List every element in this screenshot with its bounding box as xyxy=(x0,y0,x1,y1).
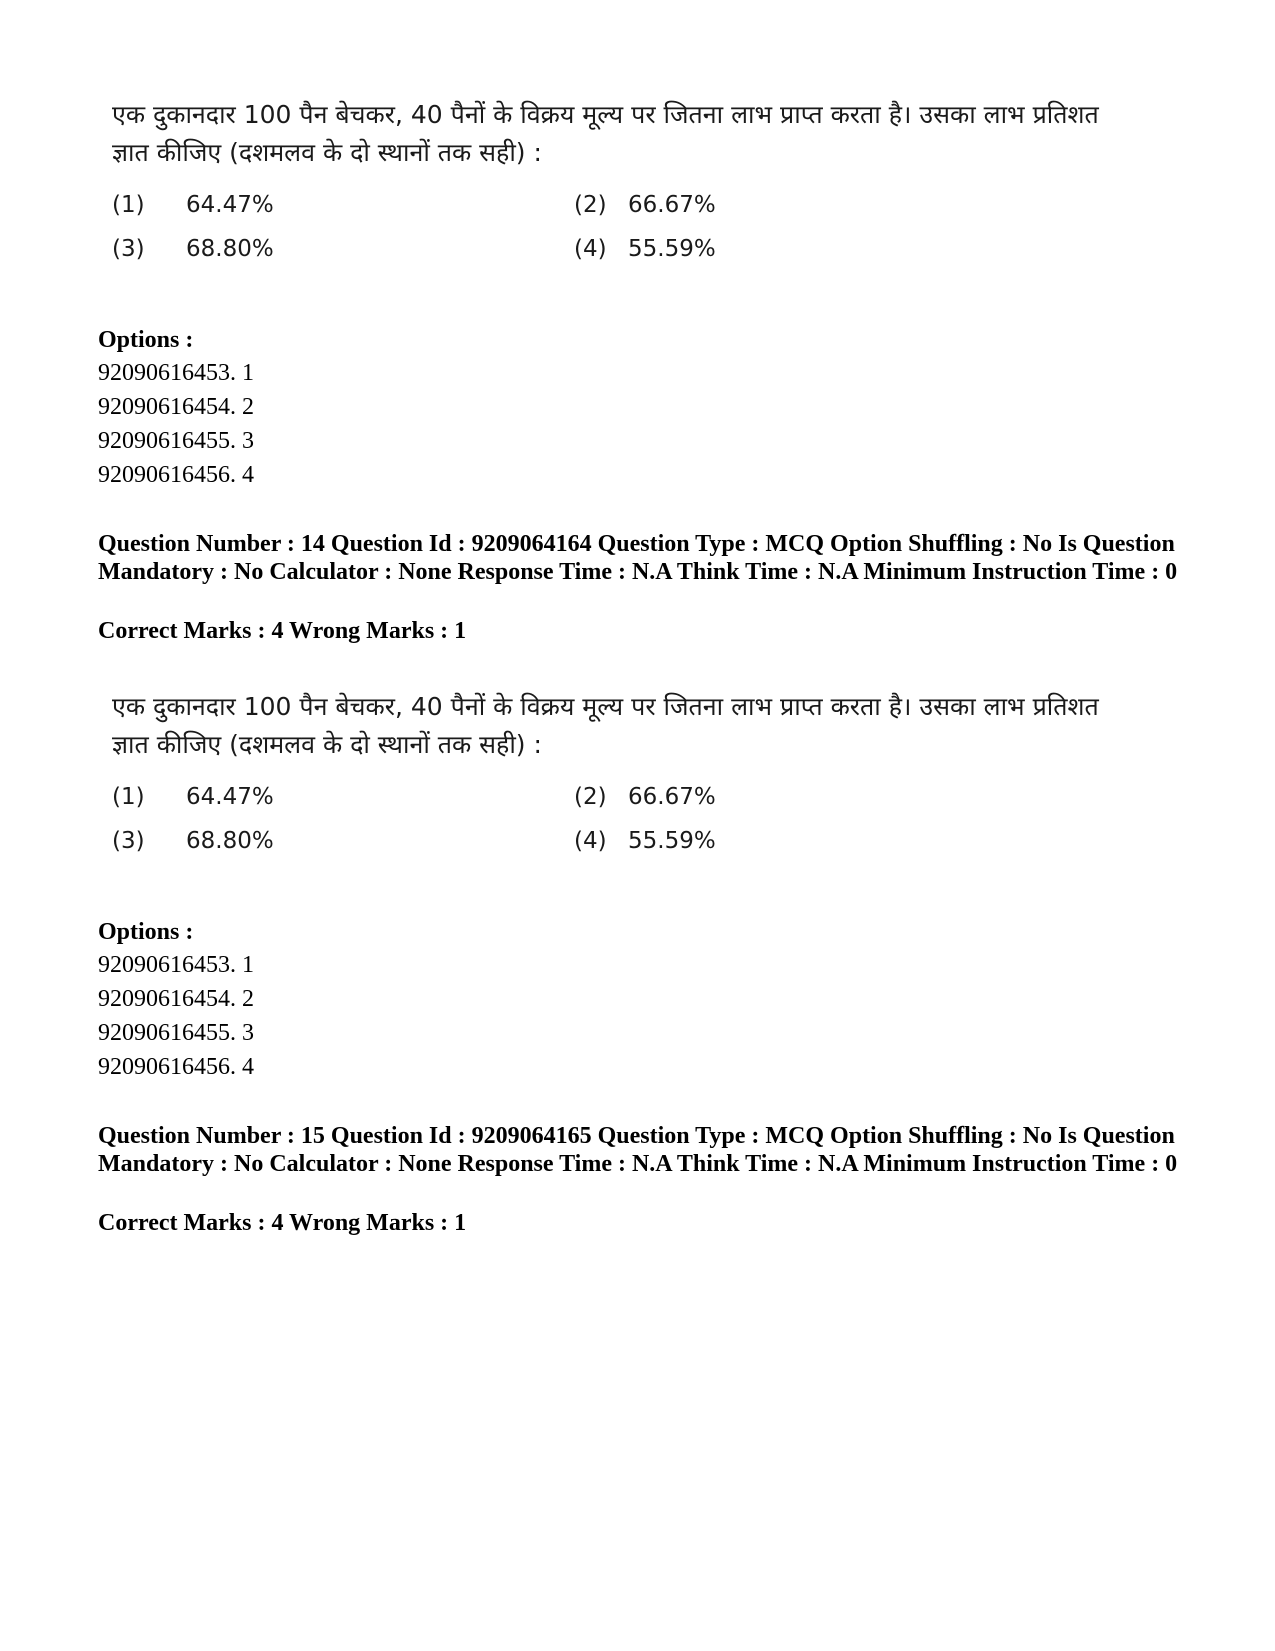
choice-value: 55.59% xyxy=(628,828,716,854)
question-image xyxy=(112,688,1112,868)
question-text: एक दुकानदार 100 पैन बेचकर, 40 पैनों के विक्रय मूल्य पर जितना लाभ प्राप्त करता है। उसका लाभ प्रतिशत ज्ञात कीजिए (दशमलव के दो स्थानों तक सही) : xyxy=(112,100,1099,167)
option-item: 92090616453. 1 xyxy=(98,952,254,978)
choice-number: (4) xyxy=(574,236,607,262)
choice-value: 68.80% xyxy=(186,236,274,262)
choice-1 xyxy=(112,190,274,220)
choice-number: (3) xyxy=(112,828,145,854)
question-meta: Question Number : 15 Question Id : 9209064165 Question Type : MCQ Option Shuffling : No Is Question Mandatory : No Calculator : None Response Time : N.A Think Time : N.A Minimum Instruction Time : 0 xyxy=(98,1123,1178,1177)
choice-3 xyxy=(112,234,274,264)
option-item: 92090616455. 3 xyxy=(98,1020,254,1046)
choice-value: 55.59% xyxy=(628,236,716,262)
options-heading: Options : xyxy=(98,919,194,945)
question-image xyxy=(112,96,1112,276)
choice-value: 66.67% xyxy=(628,192,716,218)
choice-value: 64.47% xyxy=(186,192,274,218)
option-item: 92090616456. 4 xyxy=(98,462,254,488)
choice-number: (3) xyxy=(112,236,145,262)
choice-number: (4) xyxy=(574,828,607,854)
question-marks: Correct Marks : 4 Wrong Marks : 1 xyxy=(98,1210,467,1236)
choice-value: 66.67% xyxy=(628,784,716,810)
choice-number: (1) xyxy=(112,784,145,810)
choice-number: (2) xyxy=(574,784,607,810)
options-list xyxy=(98,356,254,492)
choice-2 xyxy=(574,190,716,220)
question-meta: Question Number : 14 Question Id : 9209064164 Question Type : MCQ Option Shuffling : No Is Question Mandatory : No Calculator : None Response Time : N.A Think Time : N.A Minimum Instruction Time : 0 xyxy=(98,531,1178,585)
choice-3 xyxy=(112,826,274,856)
choice-4 xyxy=(574,234,716,264)
choice-1 xyxy=(112,782,274,812)
options-heading: Options : xyxy=(98,327,194,353)
question-text: एक दुकानदार 100 पैन बेचकर, 40 पैनों के विक्रय मूल्य पर जितना लाभ प्राप्त करता है। उसका लाभ प्रतिशत ज्ञात कीजिए (दशमलव के दो स्थानों तक सही) : xyxy=(112,692,1099,759)
option-item: 92090616455. 3 xyxy=(98,428,254,454)
choice-value: 68.80% xyxy=(186,828,274,854)
option-item: 92090616456. 4 xyxy=(98,1054,254,1080)
question-marks: Correct Marks : 4 Wrong Marks : 1 xyxy=(98,618,467,644)
choice-2 xyxy=(574,782,716,812)
choice-number: (2) xyxy=(574,192,607,218)
choice-4 xyxy=(574,826,716,856)
option-item: 92090616454. 2 xyxy=(98,394,254,420)
choice-value: 64.47% xyxy=(186,784,274,810)
options-list xyxy=(98,948,254,1084)
option-item: 92090616453. 1 xyxy=(98,360,254,386)
choice-number: (1) xyxy=(112,192,145,218)
option-item: 92090616454. 2 xyxy=(98,986,254,1012)
